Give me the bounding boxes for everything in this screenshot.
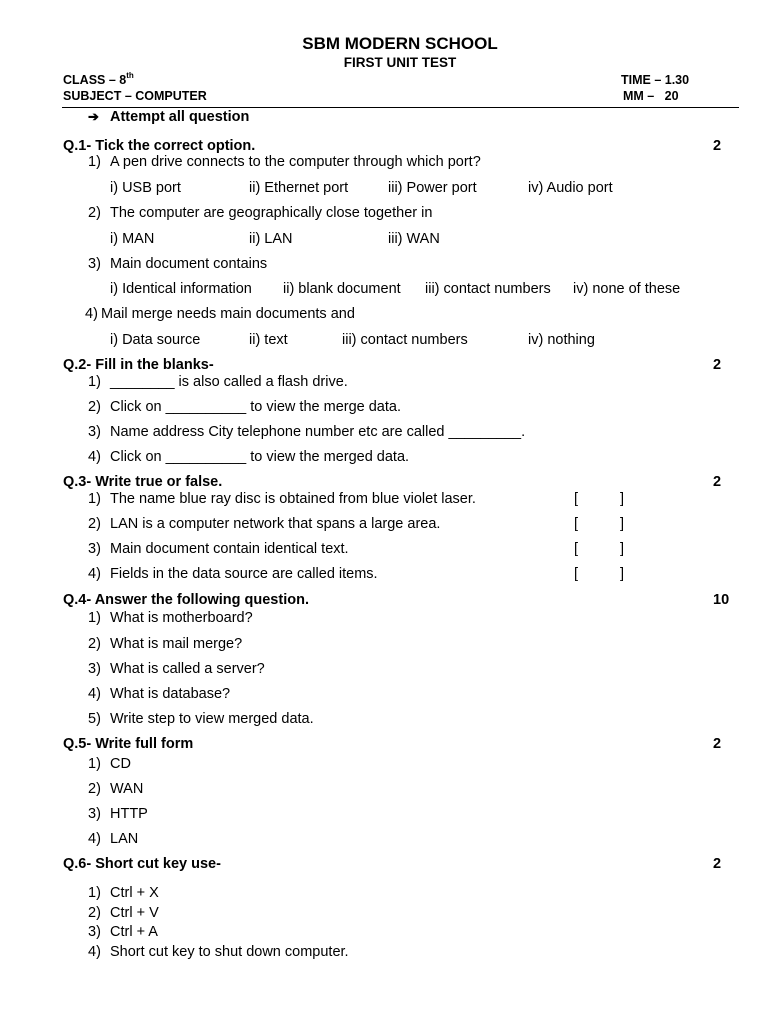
q6-item-2-num: 2): [88, 905, 101, 921]
class-text: CLASS – 8: [63, 73, 127, 87]
q5-item-1-num: 1): [88, 756, 101, 772]
q1-item-2-option-1: i) MAN: [110, 231, 155, 247]
time-label: TIME – 1.30: [621, 73, 690, 87]
instruction-text: Attempt all question: [110, 109, 250, 125]
class-label: [63, 71, 134, 87]
class-superscript: th: [126, 71, 134, 80]
q1-item-4-option-1: i) Data source: [110, 332, 201, 348]
q1-item-3-option-3: iii) contact numbers: [425, 281, 551, 297]
q3-item-1-text: The name blue ray disc is obtained from blue violet laser.: [110, 491, 476, 507]
q3-item-3-num: 3): [88, 541, 101, 557]
q3-marks: 2: [713, 474, 722, 490]
q3-item-3-text: Main document contain identical text.: [110, 541, 349, 557]
q4-item-2-num: 2): [88, 636, 101, 652]
q6-marks: 2: [713, 856, 722, 872]
subject-label: SUBJECT – COMPUTER: [63, 89, 207, 103]
q5-title: Q.5- Write full form: [63, 736, 194, 752]
q1-title: Q.1- Tick the correct option.: [63, 138, 256, 154]
q2-item-3-text: Name address City telephone number etc are called _________.: [110, 424, 526, 440]
q6-item-1-text: Ctrl + X: [110, 885, 159, 901]
q6-item-4-num: 4): [88, 944, 101, 960]
q1-item-3-option-4: iv) none of these: [573, 281, 681, 297]
q3-item-2-bracket-close: ]: [620, 516, 625, 532]
q1-item-3-option-2: ii) blank document: [283, 281, 401, 297]
q4-item-4-num: 4): [88, 686, 101, 702]
q1-item-2-num: 2): [88, 205, 101, 221]
q6-item-4-text: Short cut key to shut down computer.: [110, 944, 349, 960]
q4-item-1-text: What is motherboard?: [110, 610, 253, 626]
q2-item-4-num: 4): [88, 449, 101, 465]
q1-item-2-option-2: ii) LAN: [249, 231, 293, 247]
q3-item-4-text: Fields in the data source are called items.: [110, 566, 378, 582]
q3-item-4-bracket-open: [: [574, 566, 579, 582]
q1-item-4-text: Mail merge needs main documents and: [101, 306, 355, 322]
q1-item-4-option-3: iii) contact numbers: [342, 332, 468, 348]
q6-item-3-num: 3): [88, 924, 101, 940]
q1-item-1-option-2: ii) Ethernet port: [249, 180, 349, 196]
q1-item-1-text: A pen drive connects to the computer through which port?: [110, 154, 481, 170]
q3-item-3-bracket-close: ]: [620, 541, 625, 557]
q3-item-1-bracket-open: [: [574, 491, 579, 507]
q1-item-4-option-4: iv) nothing: [528, 332, 595, 348]
q5-item-3-num: 3): [88, 806, 101, 822]
q2-item-1-num: 1): [88, 374, 101, 390]
q4-title: Q.4- Answer the following question.: [63, 592, 309, 608]
q4-item-2-text: What is mail merge?: [110, 636, 243, 652]
q5-item-2-num: 2): [88, 781, 101, 797]
q6-title: Q.6- Short cut key use-: [63, 856, 221, 872]
q4-item-5-num: 5): [88, 711, 101, 727]
q2-marks: 2: [713, 357, 722, 373]
q5-marks: 2: [713, 736, 722, 752]
q3-item-2-num: 2): [88, 516, 101, 532]
q1-item-1-num: 1): [88, 154, 101, 170]
q1-item-4-num: 4): [85, 306, 98, 322]
q1-marks: 2: [713, 138, 722, 154]
q3-title: Q.3- Write true or false.: [63, 474, 223, 490]
q1-item-4-option-2: ii) text: [249, 332, 288, 348]
q2-item-2-num: 2): [88, 399, 101, 415]
q6-item-3-text: Ctrl + A: [110, 924, 158, 940]
school-name: SBM MODERN SCHOOL: [302, 34, 498, 53]
q4-marks: 10: [713, 592, 730, 608]
q3-item-4-num: 4): [88, 566, 101, 582]
q4-item-1-num: 1): [88, 610, 101, 626]
max-marks-label: MM – 20: [623, 89, 679, 103]
q5-item-4-text: LAN: [110, 831, 139, 847]
q5-item-1-text: CD: [110, 756, 131, 772]
q3-item-2-bracket-open: [: [574, 516, 579, 532]
q5-item-3-text: HTTP: [110, 806, 148, 822]
q1-item-3-num: 3): [88, 256, 101, 272]
q3-item-3-bracket-open: [: [574, 541, 579, 557]
q2-item-2-text: Click on __________ to view the merge data.: [110, 399, 401, 415]
q6-item-1-num: 1): [88, 885, 101, 901]
q3-item-2-text: LAN is a computer network that spans a large area.: [110, 516, 441, 532]
q6-item-2-text: Ctrl + V: [110, 905, 159, 921]
q4-item-3-num: 3): [88, 661, 101, 677]
q5-item-2-text: WAN: [110, 781, 144, 797]
q1-item-1-option-1: i) USB port: [110, 180, 181, 196]
q4-item-3-text: What is called a server?: [110, 661, 265, 677]
q4-item-4-text: What is database?: [110, 686, 231, 702]
arrow-bullet-icon: ➔: [88, 109, 99, 124]
test-title: FIRST UNIT TEST: [343, 55, 457, 70]
q2-item-4-text: Click on __________ to view the merged data.: [110, 449, 410, 465]
q2-item-3-num: 3): [88, 424, 101, 440]
q1-item-2-option-3: iii) WAN: [388, 231, 440, 247]
q3-item-1-bracket-close: ]: [620, 491, 625, 507]
q2-title: Q.2- Fill in the blanks-: [63, 357, 214, 373]
header-divider: [62, 107, 739, 108]
q2-item-1-text: ________ is also called a flash drive.: [110, 374, 348, 390]
q1-item-3-text: Main document contains: [110, 256, 268, 272]
q1-item-1-option-4: iv) Audio port: [528, 180, 613, 196]
q1-item-2-text: The computer are geographically close together in: [110, 205, 433, 221]
q3-item-1-num: 1): [88, 491, 101, 507]
q4-item-5-text: Write step to view merged data.: [110, 711, 314, 727]
q1-item-1-option-3: iii) Power port: [388, 180, 477, 196]
q5-item-4-num: 4): [88, 831, 101, 847]
q1-item-3-option-1: i) Identical information: [110, 281, 252, 297]
q3-item-4-bracket-close: ]: [620, 566, 625, 582]
